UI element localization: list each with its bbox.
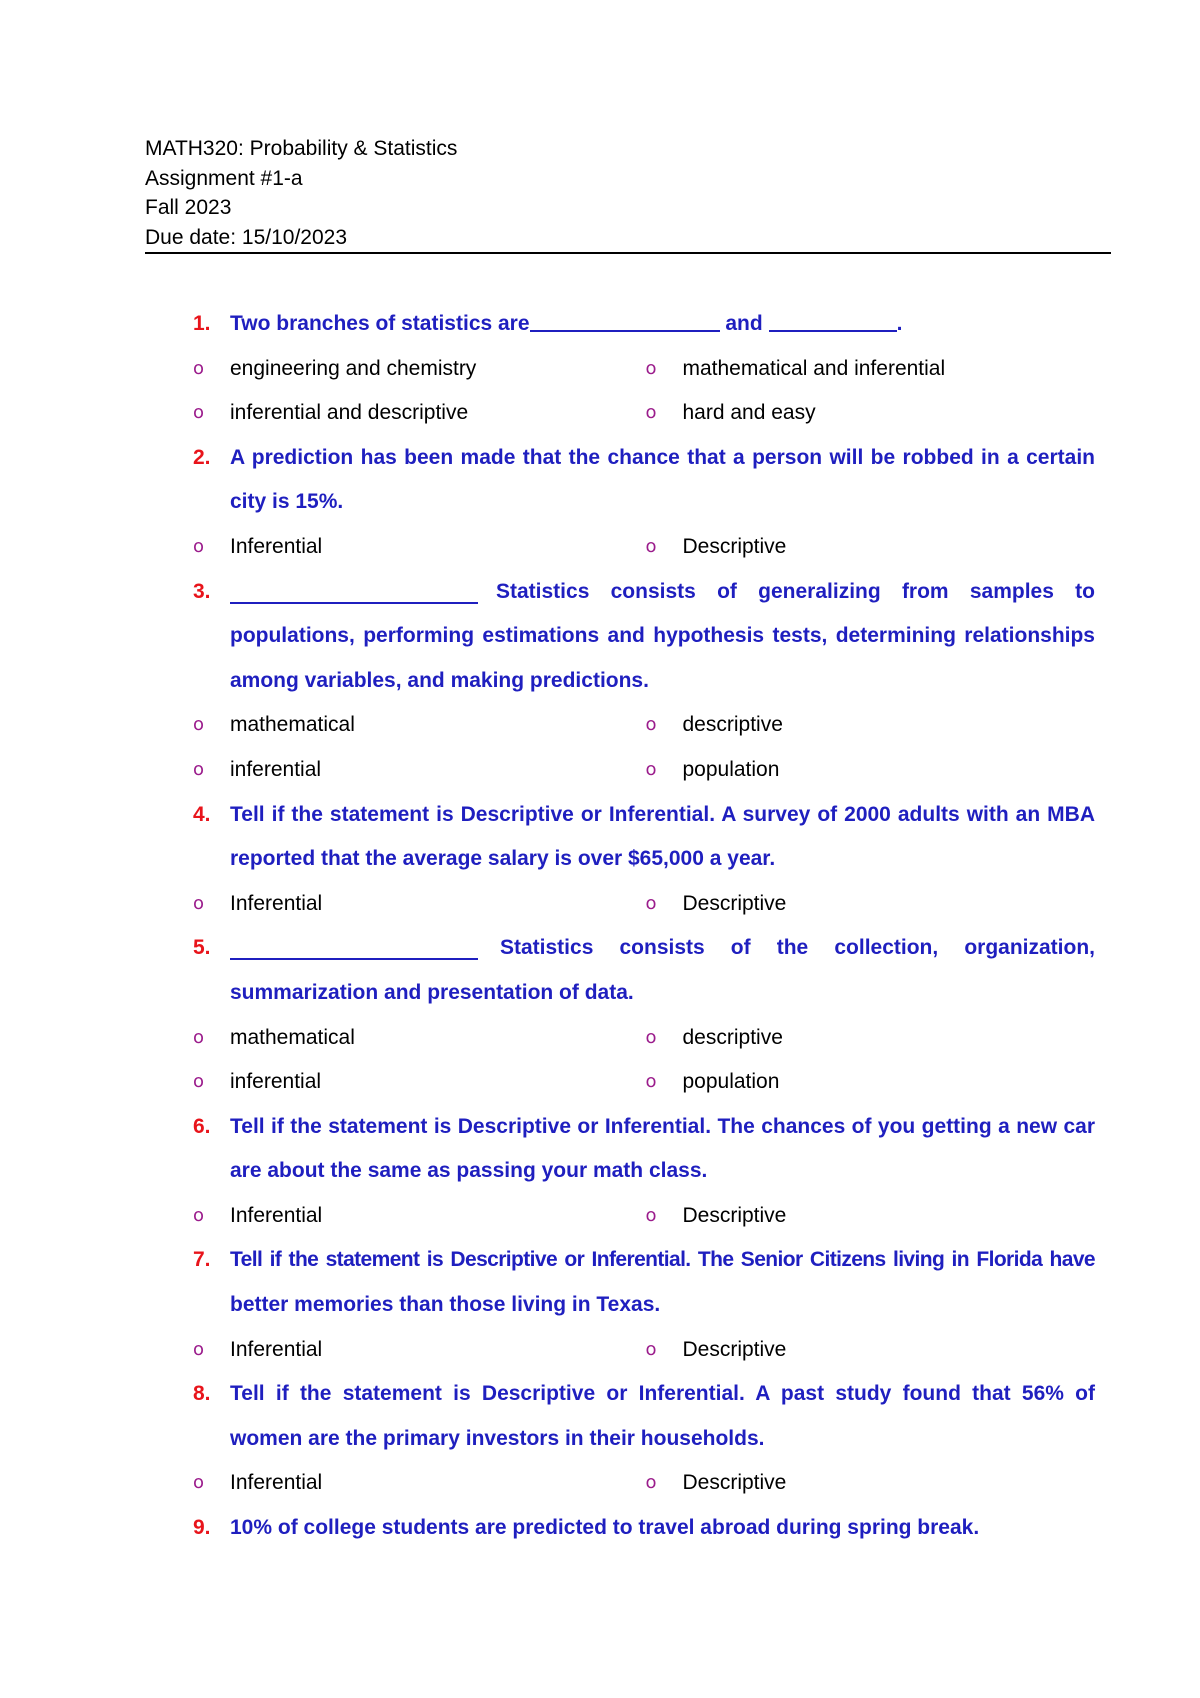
option-item[interactable]	[643, 882, 1096, 927]
option-label: Descriptive	[682, 534, 787, 558]
question-text: Tell if the statement is Descriptive or Inferential. A survey of 2000 adults with an MBA	[230, 802, 1095, 826]
question-number: 5.	[193, 936, 211, 960]
option-label: Descriptive	[682, 1471, 787, 1495]
option-item[interactable]	[190, 1328, 643, 1373]
question-text: are about the same as passing your math class.	[230, 1159, 708, 1183]
option-label: Inferential	[230, 1337, 323, 1361]
radio-bullet-icon: o	[193, 714, 205, 736]
question-3	[190, 570, 1095, 615]
option-item[interactable]	[190, 1016, 643, 1061]
option-row	[190, 525, 1095, 570]
question-text: Tell if the statement is Descriptive or Inferential. A past study found that 56% of	[230, 1382, 1095, 1406]
question-1	[190, 302, 1095, 347]
option-item[interactable]	[643, 347, 1096, 392]
question-4	[190, 793, 1095, 838]
radio-bullet-icon: o	[193, 1472, 205, 1494]
question-5	[190, 926, 1095, 971]
option-item[interactable]	[190, 882, 643, 927]
question-number: 6.	[193, 1114, 211, 1138]
option-item[interactable]	[643, 391, 1096, 436]
option-item[interactable]	[643, 1194, 1096, 1239]
option-label: Descriptive	[682, 891, 787, 915]
question-7	[190, 1238, 1095, 1283]
question-8-continued	[190, 1417, 1095, 1462]
radio-bullet-icon: o	[193, 758, 205, 780]
question-6	[190, 1105, 1095, 1150]
radio-bullet-icon: o	[193, 1204, 205, 1226]
question-text: Two branches of statistics are and .	[230, 302, 1095, 347]
option-label: Inferential	[230, 891, 323, 915]
radio-bullet-icon: o	[645, 714, 657, 736]
question-text: city is 15%.	[230, 490, 344, 514]
radio-bullet-icon: o	[645, 535, 657, 557]
radio-bullet-icon: o	[645, 357, 657, 379]
question-6-continued	[190, 1149, 1095, 1194]
answer-blank	[769, 306, 897, 332]
question-2-continued	[190, 480, 1095, 525]
answer-blank	[530, 306, 720, 332]
option-label: descriptive	[682, 713, 783, 737]
option-item[interactable]	[643, 1328, 1096, 1373]
option-label: inferential	[230, 1070, 322, 1094]
option-label: Inferential	[230, 534, 323, 558]
option-item[interactable]	[190, 1194, 643, 1239]
option-row	[190, 748, 1095, 793]
radio-bullet-icon: o	[193, 1071, 205, 1093]
question-number: 2.	[193, 445, 211, 469]
option-label: engineering and chemistry	[230, 356, 477, 380]
radio-bullet-icon: o	[193, 402, 205, 424]
question-text: reported that the average salary is over $65,000 a year.	[230, 847, 776, 871]
option-row	[190, 1060, 1095, 1105]
radio-bullet-icon: o	[645, 758, 657, 780]
option-label: population	[682, 757, 780, 781]
option-label: mathematical and inferential	[682, 356, 946, 380]
option-item[interactable]	[643, 748, 1096, 793]
term: Fall 2023	[145, 196, 232, 219]
option-label: descriptive	[682, 1025, 783, 1049]
question-3-continued	[190, 614, 1095, 659]
question-2	[190, 436, 1095, 481]
question-text: summarization and presentation of data.	[230, 980, 634, 1004]
document-header	[145, 134, 1111, 252]
radio-bullet-icon: o	[645, 1204, 657, 1226]
option-label: hard and easy	[682, 401, 816, 425]
option-label: Descriptive	[682, 1203, 787, 1227]
option-item[interactable]	[190, 748, 643, 793]
radio-bullet-icon: o	[193, 535, 205, 557]
question-number: 7.	[193, 1248, 211, 1272]
option-label: mathematical	[230, 1025, 355, 1049]
option-row	[190, 1016, 1095, 1061]
question-8	[190, 1372, 1095, 1417]
option-row	[190, 882, 1095, 927]
option-row	[190, 1328, 1095, 1373]
option-label: mathematical	[230, 713, 355, 737]
answer-blank	[230, 580, 478, 604]
radio-bullet-icon: o	[193, 357, 205, 379]
question-7-continued	[190, 1283, 1095, 1328]
option-item[interactable]	[190, 1060, 643, 1105]
question-text: populations, performing estimations and hypothesis tests, determining relationships	[230, 624, 1095, 648]
question-3-continued	[190, 659, 1095, 704]
option-item[interactable]	[643, 1060, 1096, 1105]
question-text: Tell if the statement is Descriptive or Inferential. The chances of you getting a new car	[230, 1114, 1095, 1138]
option-label: Inferential	[230, 1203, 323, 1227]
option-label: Descriptive	[682, 1337, 787, 1361]
question-text: Statistics consists of the collection, organization,	[230, 926, 1095, 971]
option-item[interactable]	[643, 703, 1096, 748]
option-row	[190, 1194, 1095, 1239]
question-text: women are the primary investors in their households.	[230, 1426, 765, 1450]
question-4-continued	[190, 837, 1095, 882]
option-item[interactable]	[643, 525, 1096, 570]
option-item[interactable]	[190, 391, 643, 436]
option-row	[190, 703, 1095, 748]
radio-bullet-icon: o	[193, 1026, 205, 1048]
question-9	[190, 1506, 1095, 1551]
option-row	[190, 391, 1095, 436]
radio-bullet-icon: o	[645, 1071, 657, 1093]
radio-bullet-icon: o	[645, 1026, 657, 1048]
question-number: 4.	[193, 802, 211, 826]
question-list	[190, 302, 1095, 1551]
question-text: among variables, and making predictions.	[230, 668, 649, 692]
question-number: 8.	[193, 1382, 211, 1406]
option-item[interactable]	[643, 1016, 1096, 1061]
question-text: better memories than those living in Texas.	[230, 1293, 661, 1317]
option-item[interactable]	[190, 347, 643, 392]
option-label: Inferential	[230, 1471, 323, 1495]
option-label: population	[682, 1070, 780, 1094]
question-number: 9.	[193, 1516, 211, 1540]
option-item[interactable]	[643, 1461, 1096, 1506]
answer-blank	[230, 936, 478, 960]
radio-bullet-icon: o	[193, 1338, 205, 1360]
question-text: 10% of college students are predicted to travel abroad during spring break.	[230, 1516, 980, 1540]
radio-bullet-icon: o	[645, 1338, 657, 1360]
option-label: inferential	[230, 757, 322, 781]
course-title: MATH320: Probability & Statistics	[145, 137, 458, 160]
due-date: Due date: 15/10/2023	[145, 225, 348, 249]
radio-bullet-icon: o	[645, 892, 657, 914]
option-item[interactable]	[190, 525, 643, 570]
option-row	[190, 1461, 1095, 1506]
radio-bullet-icon: o	[645, 1472, 657, 1494]
assignment-title: Assignment #1-a	[145, 166, 303, 190]
radio-bullet-icon: o	[645, 402, 657, 424]
option-label: inferential and descriptive	[230, 401, 469, 425]
question-number: 1.	[193, 312, 211, 335]
question-5-continued	[190, 971, 1095, 1016]
option-row	[190, 347, 1095, 392]
question-text: A prediction has been made that the chance that a person will be robbed in a certain	[230, 445, 1095, 469]
radio-bullet-icon: o	[193, 892, 205, 914]
option-item[interactable]	[190, 1461, 643, 1506]
question-number: 3.	[193, 579, 211, 603]
question-text: Tell if the statement is Descriptive or Inferential. The Senior Citizens living in Florida have	[230, 1248, 1095, 1272]
question-text: Statistics consists of generalizing from samples to	[230, 570, 1095, 615]
option-item[interactable]	[190, 703, 643, 748]
header-divider	[145, 252, 1111, 254]
